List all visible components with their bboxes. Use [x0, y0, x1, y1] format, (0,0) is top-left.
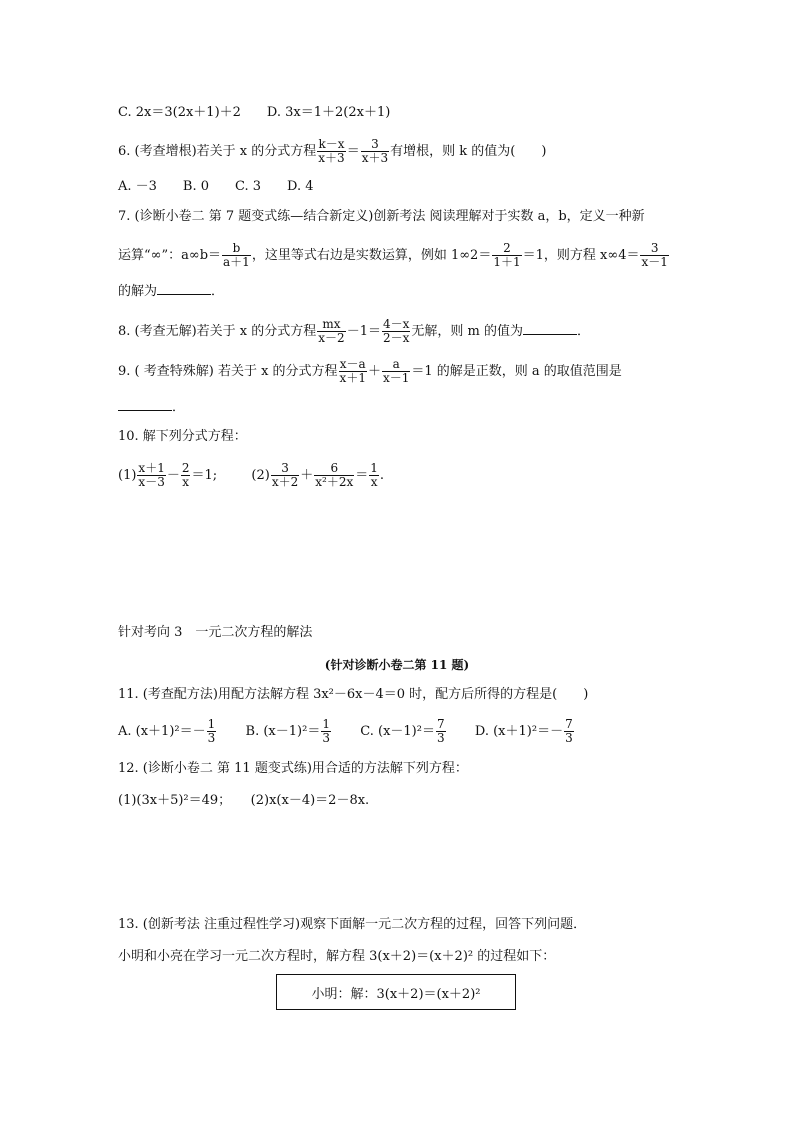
question-6: [118, 138, 546, 165]
q6-suffix: 有增根，则 k 的值为( ): [390, 144, 547, 159]
question-12: 12. (诊断小卷二 第 11 题变式练)用合适的方法解下列方程：: [118, 761, 468, 776]
q10-fraction-5: $\frac{1}{x}$: [370, 461, 378, 489]
q8-fraction-1: $\frac{mx}{x-2}$: [318, 317, 345, 345]
q6-prefix: 6. (考查增根)若关于 x 的分式方程: [118, 144, 317, 159]
question-13: 13. (创新考法 注重过程性学习)观察下面解一元二次方程的过程，回答下列问题．: [118, 917, 587, 932]
q7-line-1: 7. (诊断小卷二 第 7 题变式练—结合新定义)创新考法 阅读理解对于实数 a，b，定义一种新: [118, 209, 645, 224]
question-8: 8. (考查无解)若关于 x 的分式方程 $\frac{mx}{x-2}$ －1＝ $\frac{4-x}{2-x}$ 无解，则 m 的值为 ．: [118, 317, 590, 345]
q12-equations: (1)(3x＋5)²＝49； (2)x(x－4)＝2－8x.: [118, 793, 370, 808]
q6-fraction-1: $\frac{k-x}{x+3}$: [318, 137, 345, 165]
q6-options: A. －3 B. 0 C. 3 D. 4: [118, 179, 314, 194]
q13-line-2: 小明和小亮在学习一元二次方程时，解方程 3(x＋2)＝(x＋2)² 的过程如下：: [118, 949, 556, 964]
q8-fraction-2: $\frac{4-x}{2-x}$: [382, 317, 410, 345]
solution-box: [276, 974, 516, 1010]
q9-fraction-2: $\frac{a}{x-1}$: [382, 357, 410, 385]
answer-blank: [523, 322, 577, 335]
q7-fraction-1: $\frac{b}{a+1}$: [223, 241, 250, 269]
q10-equations: (1) $\frac{x+1}{x-3}$ － $\frac{2}{x}$ ＝1; (2) $\frac{3}{x+2}$ ＋ $\frac{6}{\text{x²＋2x}}$ ＝ $\frac{1}{x}$ .: [118, 461, 385, 489]
q10-fraction-1: $\frac{x+1}{x-3}$: [138, 461, 165, 489]
question-9: 9. ( 考查特殊解) 若关于 x 的分式方程 $\frac{x-a}{x+1}$ ＋ $\frac{a}{x-1}$ ＝1 的解是正数，则 a 的取值范围是: [118, 357, 622, 385]
q11-fraction-c: $\frac{7}{3}$: [436, 717, 445, 745]
solution-box-text: 小明：解：3(x＋2)＝(x＋2)²: [311, 986, 481, 1002]
section-title: 针对考向 3 一元二次方程的解法: [118, 625, 313, 640]
q9-answer-line: ．: [118, 398, 185, 417]
q10-fraction-4: $\frac{6}{\text{x²＋2x}}$: [315, 461, 354, 489]
q11-fraction-a: $\frac{1}{3}$: [207, 717, 216, 745]
q10-title: 10. 解下列分式方程：: [118, 429, 247, 444]
q7-fraction-3: $\frac{3}{x-1}$: [641, 241, 668, 269]
answer-blank: [118, 398, 172, 411]
q11-fraction-d: $\frac{7}{3}$: [565, 717, 573, 745]
q9-fraction-1: $\frac{x-a}{x+1}$: [339, 357, 366, 385]
section-subtitle: (针对诊断小卷二第 11 题): [324, 658, 470, 672]
q11-fraction-b: $\frac{1}{3}$: [322, 717, 330, 745]
answer-blank: [157, 282, 211, 295]
q7-line-3: 的解为 ．: [118, 284, 225, 299]
q6-fraction-2: $\frac{3}{x+3}$: [361, 137, 389, 165]
option-line-cd: C. 2x＝3(2x＋1)＋2 D. 3x＝1＋2(2x＋1): [118, 105, 391, 120]
q7-fraction-2: $\frac{2}{1+1}$: [493, 241, 521, 269]
q11-options: A. (x＋1)²＝－ $\frac{1}{3}$ B. (x－1)²＝ $\frac{1}{3}$ C. (x－1)²＝ $\frac{7}{3}$ D. (x＋1)²＝－ $\frac{7}{3}$: [118, 717, 573, 745]
q6-equals: ＝: [346, 144, 360, 159]
q10-fraction-3: $\frac{3}{x+2}$: [271, 461, 299, 489]
q7-line-2: 运算“∞”：a∞b＝ $\frac{b}{a+1}$ ，这里等式右边是实数运算，例如 1∞2＝ $\frac{2}{1+1}$ ＝1，则方程 x∞4＝ $\frac{3}{x-1}$: [118, 241, 668, 269]
question-11: 11. (考查配方法)用配方法解方程 3x²－6x－4＝0 时，配方后所得的方程是( ): [118, 687, 589, 702]
q10-fraction-2: $\frac{2}{x}$: [181, 461, 190, 489]
